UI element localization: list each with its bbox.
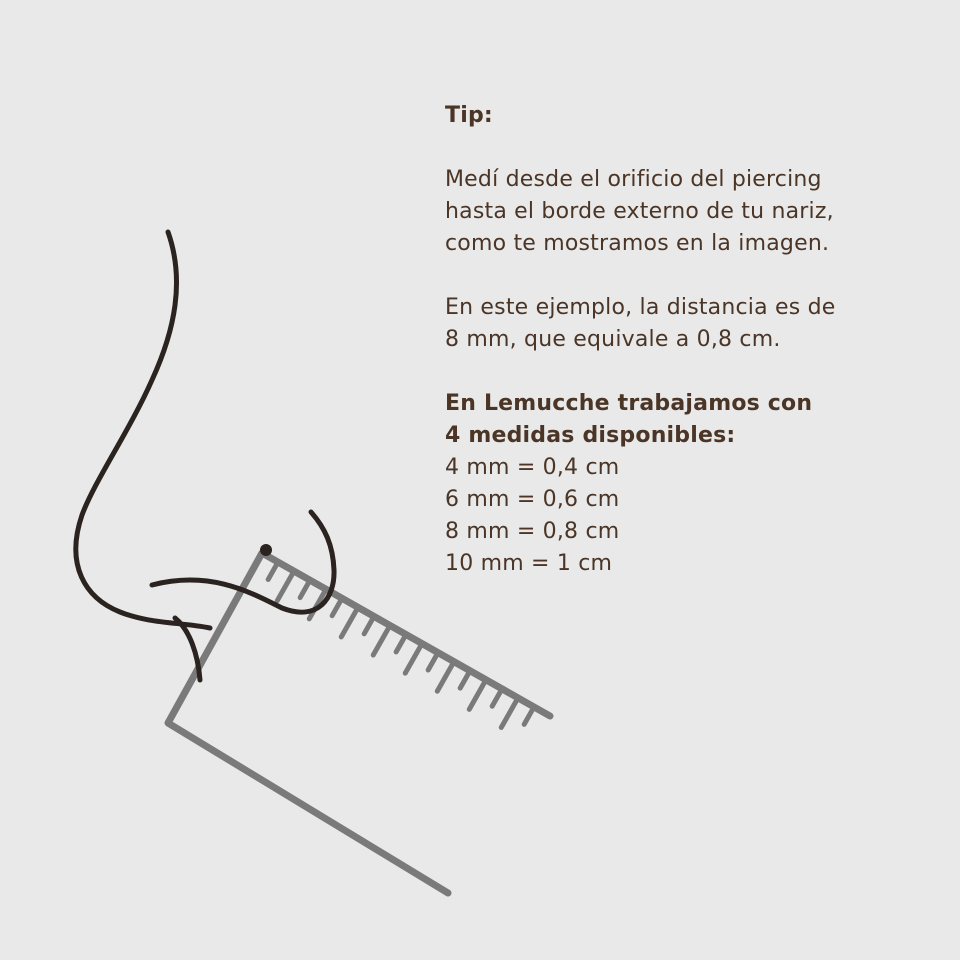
example-line: 8 mm, que equivale a 0,8 cm.: [445, 327, 781, 352]
nose-profile: [76, 232, 210, 628]
ruler-ticks: [268, 562, 534, 727]
ruler: [168, 553, 550, 893]
sizes-heading: En Lemucche trabajamos con: [445, 391, 813, 416]
ruler-tick: [405, 644, 422, 674]
instruction-line: hasta el borde externo de tu nariz,: [445, 199, 834, 224]
size-item: 6 mm = 0,6 cm: [445, 487, 620, 512]
size-item: 10 mm = 1 cm: [445, 551, 613, 576]
example-paragraph: [445, 292, 925, 356]
size-item: 4 mm = 0,4 cm: [445, 455, 620, 480]
ruler-tick: [364, 616, 374, 633]
tip-panel: [445, 100, 925, 580]
instruction-line: como te mostramos en la imagen.: [445, 231, 830, 256]
ruler-tick: [437, 662, 454, 692]
ruler-tick: [460, 671, 470, 688]
size-item: 8 mm = 0,8 cm: [445, 519, 620, 544]
instruction-paragraph: [445, 164, 925, 260]
instruction-line: Medí desde el orificio del piercing: [445, 167, 822, 192]
ruler-tick: [300, 580, 310, 597]
ruler-tick: [341, 607, 358, 637]
piercing-point: [260, 544, 272, 556]
nose-ring: [152, 512, 334, 612]
tip-title: Tip:: [445, 103, 493, 128]
ruler-tick: [469, 680, 486, 710]
ruler-tick: [396, 635, 406, 652]
sizes-heading: 4 medidas disponibles:: [445, 423, 736, 448]
ruler-tick: [501, 698, 518, 728]
ruler-tick: [268, 562, 278, 579]
ruler-tick: [524, 707, 534, 724]
sizes-paragraph: [445, 388, 925, 580]
ruler-tick: [428, 653, 438, 670]
ruler-tick: [492, 689, 502, 706]
ruler-tick: [332, 598, 342, 615]
nose-drawing: [76, 232, 334, 680]
ruler-tick: [373, 625, 390, 655]
ruler-tick: [277, 571, 294, 601]
example-line: En este ejemplo, la distancia es de: [445, 295, 836, 320]
ruler-outline: [168, 553, 550, 893]
